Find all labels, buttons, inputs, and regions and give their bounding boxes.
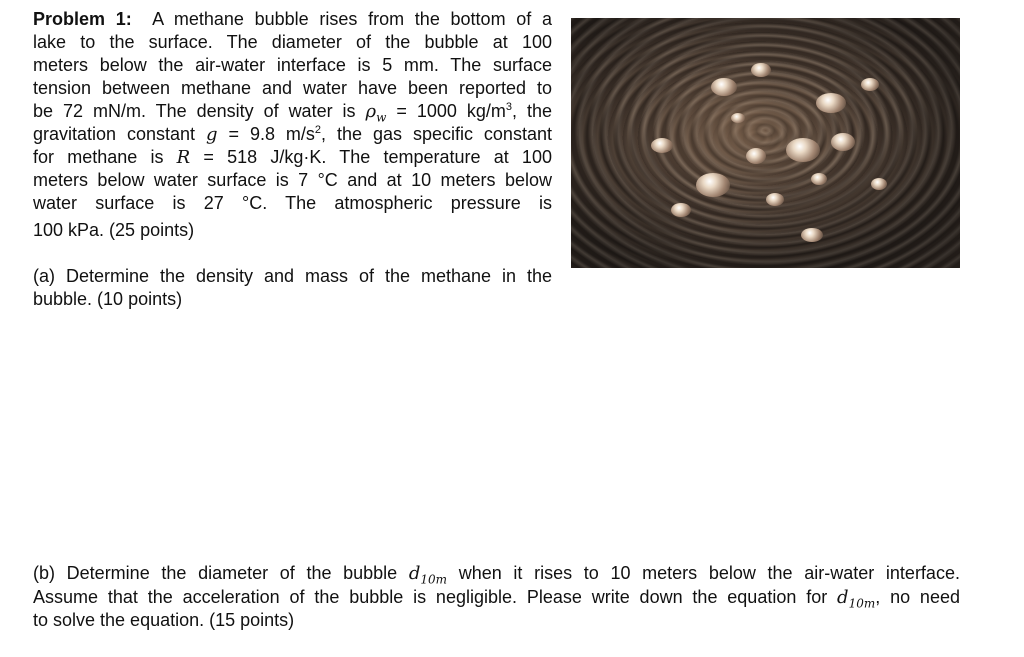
problem-line: lake to the surface. The diameter of the bubble at 100 — [33, 32, 552, 52]
problem-line: water surface is 27 °C. The atmospheric pressure is — [33, 193, 552, 213]
problem-line: meters below the air-water interface is 5 mm. The surface — [33, 55, 552, 75]
part-b-line: Assume that the acceleration of the bubble is negligible. Please write down the equation for $d_{10m}$, no need — [33, 587, 960, 611]
problem-line: for methane is R = 518 J/kg·K. The temperature at 100 — [33, 147, 552, 168]
problem-line: Problem 1: A methane bubble rises from the bottom of a — [33, 9, 552, 29]
problem-line: gravitation constant g = 9.8 $m/s^2$, the gas specific constant — [33, 124, 552, 145]
problem-line: be 72 mN/m. The density of water is $\rho_w = 1000$ $kg/m^3$, the — [33, 101, 552, 125]
problem-line: tension between methane and water have been reported to — [33, 78, 552, 98]
problem-line: meters below water surface is 7 °C and at 10 meters below — [33, 170, 552, 190]
part-b-line: to solve the equation. (15 points) — [33, 610, 295, 630]
part-a-line: (a) Determine the density and mass of the methane in the — [33, 266, 552, 286]
bubbles-photo — [571, 18, 960, 268]
part-b-line: (b) Determine the diameter of the bubble $d_{10m}$ when it rises to 10 meters below the air-water interface. — [33, 563, 960, 587]
problem-line: 100 kPa. (25 points) — [33, 220, 195, 240]
problem-heading: Problem 1: — [33, 9, 132, 29]
part-a-line: bubble. (10 points) — [33, 289, 183, 309]
